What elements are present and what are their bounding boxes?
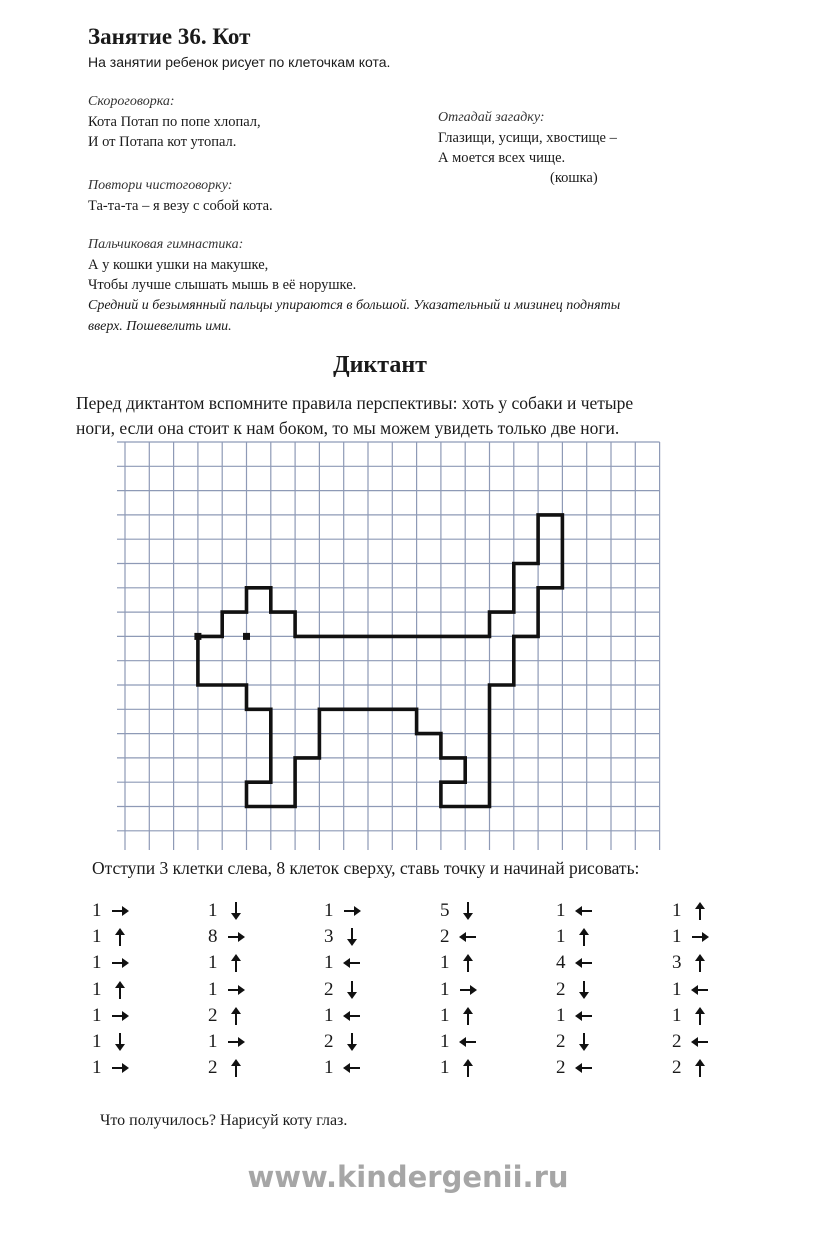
dictation-paragraph-line: ноги, если она стоит к нам боком, то мы можем увидеть только две ноги. (76, 418, 620, 438)
riddle-line: Глазищи, усищи, хвостище – (438, 130, 617, 146)
step-count: 1 (92, 952, 102, 974)
dictation-step (208, 1031, 246, 1053)
dictation-step (324, 926, 362, 948)
arrow-up-icon (458, 1058, 478, 1078)
dictation-step (92, 1031, 130, 1053)
tongue-twister-header: Скороговорка: (88, 94, 175, 109)
arrow-right-icon (458, 980, 478, 1000)
arrow-right-icon (110, 1058, 130, 1078)
arrow-up-icon (226, 1058, 246, 1078)
arrow-left-icon (574, 1058, 594, 1078)
arrow-left-icon (690, 1032, 710, 1052)
dictation-step (324, 900, 362, 922)
step-count: 1 (672, 926, 682, 948)
step-count: 2 (208, 1057, 218, 1079)
dictation-step (440, 1057, 478, 1079)
step-count: 1 (440, 1057, 450, 1079)
dictation-title: Диктант (333, 352, 427, 378)
dictation-step (556, 1005, 594, 1027)
chant-header: Повтори чистоговорку: (88, 178, 233, 193)
arrow-up-icon (458, 1006, 478, 1026)
step-count: 1 (208, 900, 218, 921)
dictation-step (324, 1057, 362, 1079)
arrow-right-icon (110, 1006, 130, 1026)
dictation-step (440, 900, 478, 922)
arrow-right-icon (226, 1032, 246, 1052)
riddle-header: Отгадай загадку: (438, 110, 545, 125)
step-count: 1 (440, 1004, 450, 1026)
arrow-down-icon (226, 901, 246, 921)
arrow-left-icon (342, 1006, 362, 1026)
arrow-right-icon (110, 953, 130, 973)
step-count: 1 (672, 978, 682, 1000)
step-count: 1 (324, 900, 334, 921)
step-count: 1 (556, 1004, 566, 1026)
dictation-step (440, 952, 478, 974)
step-count: 1 (440, 952, 450, 974)
step-count: 2 (324, 1031, 334, 1052)
arrow-down-icon (574, 980, 594, 1000)
dictation-step (208, 1005, 246, 1027)
lesson-intro: На занятии ребенок рисует по клеточкам кота. (88, 54, 391, 70)
finger-gym-line: Чтобы лучше слышать мышь в её норушке. (88, 277, 357, 293)
riddle-answer: (кошка) (550, 170, 598, 186)
step-count: 2 (672, 1031, 682, 1052)
dictation-step (672, 1031, 710, 1053)
dictation-step (92, 979, 130, 1001)
dictation-step (672, 979, 710, 1001)
step-count: 3 (672, 952, 682, 974)
finger-gym-note: вверх. Пошевелить ими. (88, 319, 232, 334)
dictation-step (324, 979, 362, 1001)
dictation-step (556, 952, 594, 974)
step-count: 2 (556, 978, 566, 1000)
arrow-up-icon (110, 927, 130, 947)
footer-site: www.kindergenii.ru (247, 1160, 569, 1194)
arrow-up-icon (690, 953, 710, 973)
dictation-step (672, 900, 710, 922)
arrow-down-icon (458, 901, 478, 921)
step-count: 2 (208, 1004, 218, 1026)
arrow-right-icon (110, 901, 130, 921)
dictation-step (672, 1005, 710, 1027)
step-count: 1 (324, 1057, 334, 1079)
step-count: 1 (556, 926, 566, 948)
finger-gym-note: Средний и безымянный пальцы упираются в большой. Указательный и мизинец подняты (88, 298, 621, 313)
start-instruction: Отступи 3 клетки слева, 8 клеток сверху, ставь точку и начинай рисовать: (92, 858, 640, 878)
step-count: 4 (556, 952, 566, 974)
arrow-right-icon (226, 980, 246, 1000)
step-count: 1 (92, 1057, 102, 1079)
step-count: 1 (92, 1004, 102, 1026)
dictation-step (324, 1031, 362, 1053)
dictation-step (440, 979, 478, 1001)
dictation-step (92, 926, 130, 948)
arrow-right-icon (226, 927, 246, 947)
dictation-step (208, 926, 246, 948)
dictation-step (672, 1057, 710, 1079)
step-count: 1 (208, 978, 218, 1000)
arrow-up-icon (690, 1006, 710, 1026)
dictation-step (208, 1057, 246, 1079)
dictation-step (556, 1057, 594, 1079)
final-question: Что получилось? Нарисуй коту глаз. (100, 1112, 348, 1129)
step-count: 2 (672, 1057, 682, 1079)
dictation-step (208, 979, 246, 1001)
step-count: 1 (440, 978, 450, 1000)
finger-gym-line: А у кошки ушки на макушке, (88, 257, 269, 273)
step-count: 1 (324, 1004, 334, 1026)
riddle-line: А моется всех чище. (438, 150, 566, 166)
arrow-down-icon (342, 980, 362, 1000)
arrow-left-icon (690, 980, 710, 1000)
chant-line: Та-та-та – я везу с собой кота. (88, 198, 273, 214)
step-count: 2 (324, 978, 334, 1000)
dictation-step (556, 900, 594, 922)
dictation-step (556, 979, 594, 1001)
step-count: 2 (440, 926, 450, 948)
arrow-up-icon (226, 1006, 246, 1026)
tongue-twister-line: Кота Потап по попе хлопал, (88, 114, 261, 130)
step-count: 1 (208, 952, 218, 974)
dictation-step (440, 926, 478, 948)
arrow-right-icon (690, 927, 710, 947)
finger-gym-header: Пальчиковая гимнастика: (88, 237, 244, 252)
arrow-down-icon (110, 1032, 130, 1052)
dictation-step (92, 952, 130, 974)
step-count: 2 (556, 1031, 566, 1052)
arrow-up-icon (574, 927, 594, 947)
arrow-left-icon (342, 1058, 362, 1078)
dictation-step (208, 952, 246, 974)
dictation-step (92, 900, 130, 922)
dictation-paragraph-line: Перед диктантом вспомните правила перспективы: хоть у собаки и четыре (76, 393, 634, 413)
step-count: 1 (208, 1031, 218, 1052)
arrow-left-icon (574, 953, 594, 973)
arrow-up-icon (226, 953, 246, 973)
arrow-up-icon (110, 980, 130, 1000)
dictation-step (672, 926, 710, 948)
arrow-left-icon (574, 1006, 594, 1026)
tongue-twister-line: И от Потапа кот утопал. (88, 134, 237, 150)
dictation-step (92, 1005, 130, 1027)
step-count: 1 (92, 926, 102, 948)
step-count: 5 (440, 900, 450, 921)
arrow-left-icon (458, 1032, 478, 1052)
dictation-step (324, 1005, 362, 1027)
arrow-right-icon (342, 901, 362, 921)
dictation-step (440, 1031, 478, 1053)
dictation-step (440, 1005, 478, 1027)
dictation-step (208, 900, 246, 922)
step-count: 1 (92, 900, 102, 921)
step-count: 1 (672, 1004, 682, 1026)
arrow-down-icon (342, 1032, 362, 1052)
arrow-left-icon (342, 953, 362, 973)
step-count: 1 (556, 900, 566, 921)
arrow-down-icon (574, 1032, 594, 1052)
arrow-left-icon (458, 927, 478, 947)
dictation-step (556, 926, 594, 948)
arrow-up-icon (690, 901, 710, 921)
step-count: 3 (324, 926, 334, 948)
step-count: 8 (208, 926, 218, 948)
arrow-up-icon (690, 1058, 710, 1078)
arrow-left-icon (574, 901, 594, 921)
step-count: 1 (92, 1031, 102, 1052)
step-count: 1 (440, 1031, 450, 1052)
step-count: 2 (556, 1057, 566, 1079)
step-count: 1 (92, 978, 102, 1000)
dictation-step (92, 1057, 130, 1079)
arrow-down-icon (342, 927, 362, 947)
step-count: 1 (672, 900, 682, 921)
dictation-step (556, 1031, 594, 1053)
dictation-step (324, 952, 362, 974)
step-count: 1 (324, 952, 334, 974)
dictation-step (672, 952, 710, 974)
lesson-title: Занятие 36. Кот (88, 24, 251, 49)
arrow-up-icon (458, 953, 478, 973)
